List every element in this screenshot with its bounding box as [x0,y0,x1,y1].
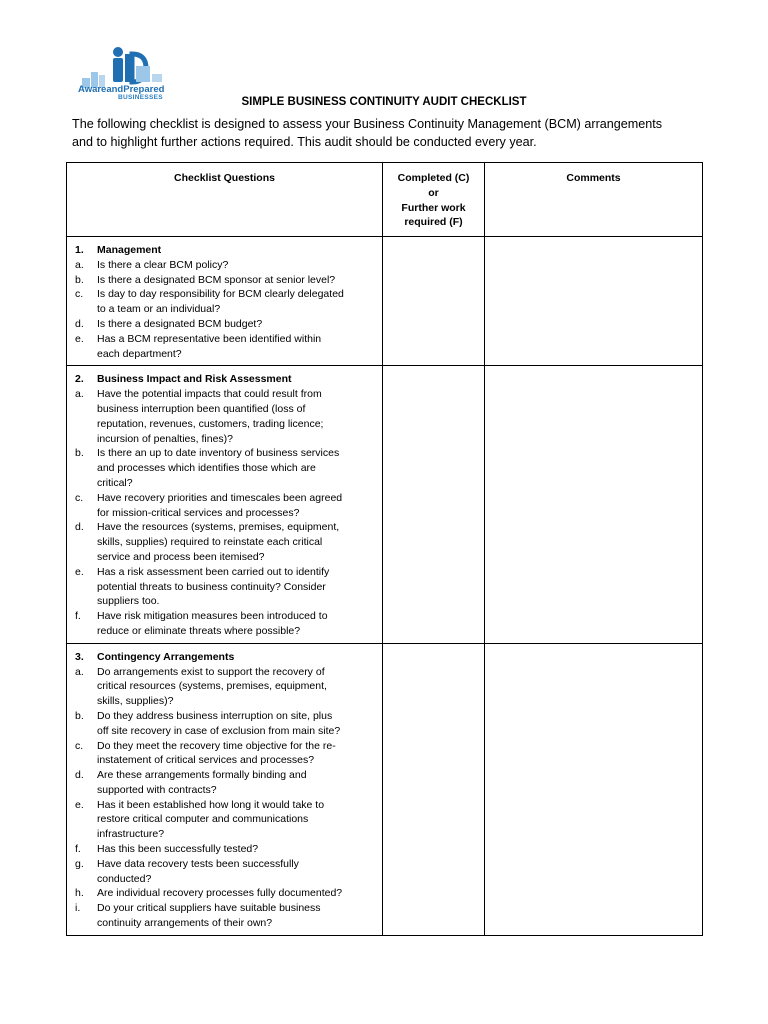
checklist-table [66,162,703,936]
question-line: Is day to day responsibility for BCM clearly delegated [97,288,344,301]
document-title: SIMPLE BUSINESS CONTINUITY AUDIT CHECKLIST [241,96,527,108]
question-line: Is there a designated BCM budget? [97,317,263,330]
question-line: critical resources (systems, premises, equipment, [97,680,327,693]
table-row [67,366,703,643]
question-text [97,739,382,769]
question-marker: d. [75,521,84,534]
question-line: Do arrangements exist to support the recovery of [97,665,325,678]
checklist-question [75,609,382,639]
question-line: each department? [97,347,182,360]
question-text [97,387,382,446]
question-text [97,665,382,709]
question-text [97,446,382,490]
question-marker: d. [75,317,84,330]
section-heading [75,650,382,665]
question-line: Have the potential impacts that could result from [97,388,322,401]
question-text [97,886,382,901]
checklist-question [75,565,382,609]
question-marker: a. [75,258,84,271]
header-label: Completed (C) [397,172,470,184]
header-label: required (F) [404,216,463,229]
question-marker: e. [75,565,84,578]
question-line: to a team or an individual? [97,303,221,316]
question-line: Are individual recovery processes fully documented? [97,887,343,900]
table-row [67,643,703,935]
question-text [97,258,382,273]
question-marker: b. [75,709,84,722]
question-line: continuity arrangements of their own? [97,917,273,930]
checklist-question [75,709,382,739]
header-label: Further work [401,201,466,214]
question-text [97,565,382,609]
section-title: Management [97,244,162,256]
question-line: skills, supplies)? [97,695,174,708]
header-comments [485,163,703,237]
question-line: Do your critical suppliers have suitable business [97,902,321,915]
checklist-question [75,665,382,709]
question-line: and processes which identifies those which are [97,462,316,475]
question-line: reduce or eliminate threats where possible? [97,624,301,637]
question-text [97,857,382,887]
intro-paragraph [72,115,712,151]
question-text [97,332,382,362]
question-marker: b. [75,447,84,460]
question-line: Do they meet the recovery time objective for the re- [97,739,336,752]
question-text [97,287,382,317]
question-marker: f. [75,843,81,856]
question-line: off site recovery in case of exclusion from main site? [97,724,341,737]
question-line: Has it been established how long it would take to [97,798,325,811]
question-marker: e. [75,798,84,811]
table-row [67,237,703,366]
checklist-question [75,901,382,931]
completed-status-cell[interactable] [383,643,485,935]
question-line: reputation, revenues, customers, trading licence; [97,417,324,430]
question-line: instatement of critical services and processes? [97,754,315,767]
question-marker: h. [75,887,84,900]
header-label: Comments [566,172,621,184]
question-line: Do they address business interruption on site, plus [97,709,333,722]
section-title: Contingency Arrangements [97,650,235,663]
svg-text:AwareandPrepared: AwareandPrepared [78,84,165,95]
question-line: Are these arrangements formally binding and [97,769,307,782]
completed-status-cell[interactable] [383,237,485,366]
question-line: Has a BCM representative been identified within [97,332,322,345]
checklist-question [75,842,382,857]
question-line: critical? [97,476,133,489]
question-line: Have recovery priorities and timescales been agreed [97,491,343,504]
question-line: supported with contracts? [97,783,217,796]
comments-cell[interactable] [485,237,703,366]
question-marker: b. [75,273,84,286]
question-line: potential threats to business continuity? Consider [97,580,326,593]
checklist-question [75,387,382,446]
question-line: for mission-critical services and processes? [97,506,300,519]
section-questions-cell [67,237,383,366]
question-text [97,609,382,639]
table-header-row [67,163,703,237]
question-line: Is there a clear BCM policy? [97,258,229,271]
header-label: Checklist Questions [174,172,275,184]
checklist-question [75,857,382,887]
checklist-question [75,258,382,273]
comments-cell[interactable] [485,366,703,643]
checklist-question [75,886,382,901]
question-text [97,842,382,857]
question-line: Have data recovery tests been successfully [97,857,299,870]
checklist-question [75,446,382,490]
checklist-question [75,798,382,842]
question-line: skills, supplies) required to reinstate each critical [97,536,323,549]
question-line: business interruption been quantified (loss of [97,402,306,415]
question-text [97,798,382,842]
header-completed [383,163,485,237]
section-number: 2. [75,373,84,386]
question-line: restore critical computer and communications [97,813,309,826]
question-text [97,768,382,798]
question-text [97,901,382,931]
question-text [97,317,382,332]
checklist-question [75,491,382,521]
question-marker: e. [75,332,84,345]
header-label: or [428,186,439,199]
checklist-question [75,287,382,317]
question-marker: i. [75,902,81,915]
section-number: 3. [75,650,84,663]
header-checklist-questions [67,163,383,237]
section-heading [75,372,382,387]
question-text [97,491,382,521]
section-heading [75,243,382,258]
intro-line: and to highlight further actions required. This audit should be conducted every year. [72,135,537,149]
question-text [97,520,382,564]
question-line: infrastructure? [97,828,165,841]
question-marker: d. [75,769,84,782]
question-line: Have risk mitigation measures been introduced to [97,610,328,623]
section-questions-cell [67,643,383,935]
checklist-question [75,273,382,288]
completed-status-cell[interactable] [383,366,485,643]
logo-tagline: BUSINESSES [118,94,163,101]
question-marker: f. [75,610,81,623]
checklist-question [75,739,382,769]
section-title: Business Impact and Risk Assessment [97,373,292,386]
checklist-question [75,768,382,798]
checklist-question [75,317,382,332]
question-line: conducted? [97,872,152,885]
checklist-question [75,332,382,362]
question-line: service and process been itemised? [97,550,265,563]
question-marker: c. [75,491,84,504]
question-line: Have the resources (systems, premises, equipment, [97,521,340,534]
question-marker: g. [75,857,84,870]
question-line: suppliers too. [97,595,160,608]
section-questions-cell [67,366,383,643]
question-marker: a. [75,388,84,401]
question-line: Is there a designated BCM sponsor at senior level? [97,273,336,286]
question-marker: a. [75,665,84,678]
question-line: incursion of penalties, fines)? [97,432,233,445]
intro-line: The following checklist is designed to assess your Business Continuity Management (BCM) arrangements [72,117,663,131]
question-marker: c. [75,739,84,752]
question-line: Has this been successfully tested? [97,843,259,856]
question-line: Is there an up to date inventory of business services [97,447,340,460]
section-number: 1. [75,244,84,256]
question-text [97,709,382,739]
question-marker: c. [75,288,84,301]
comments-cell[interactable] [485,643,703,935]
checklist-question [75,520,382,564]
question-text [97,273,382,288]
question-line: Has a risk assessment been carried out to identify [97,565,330,578]
